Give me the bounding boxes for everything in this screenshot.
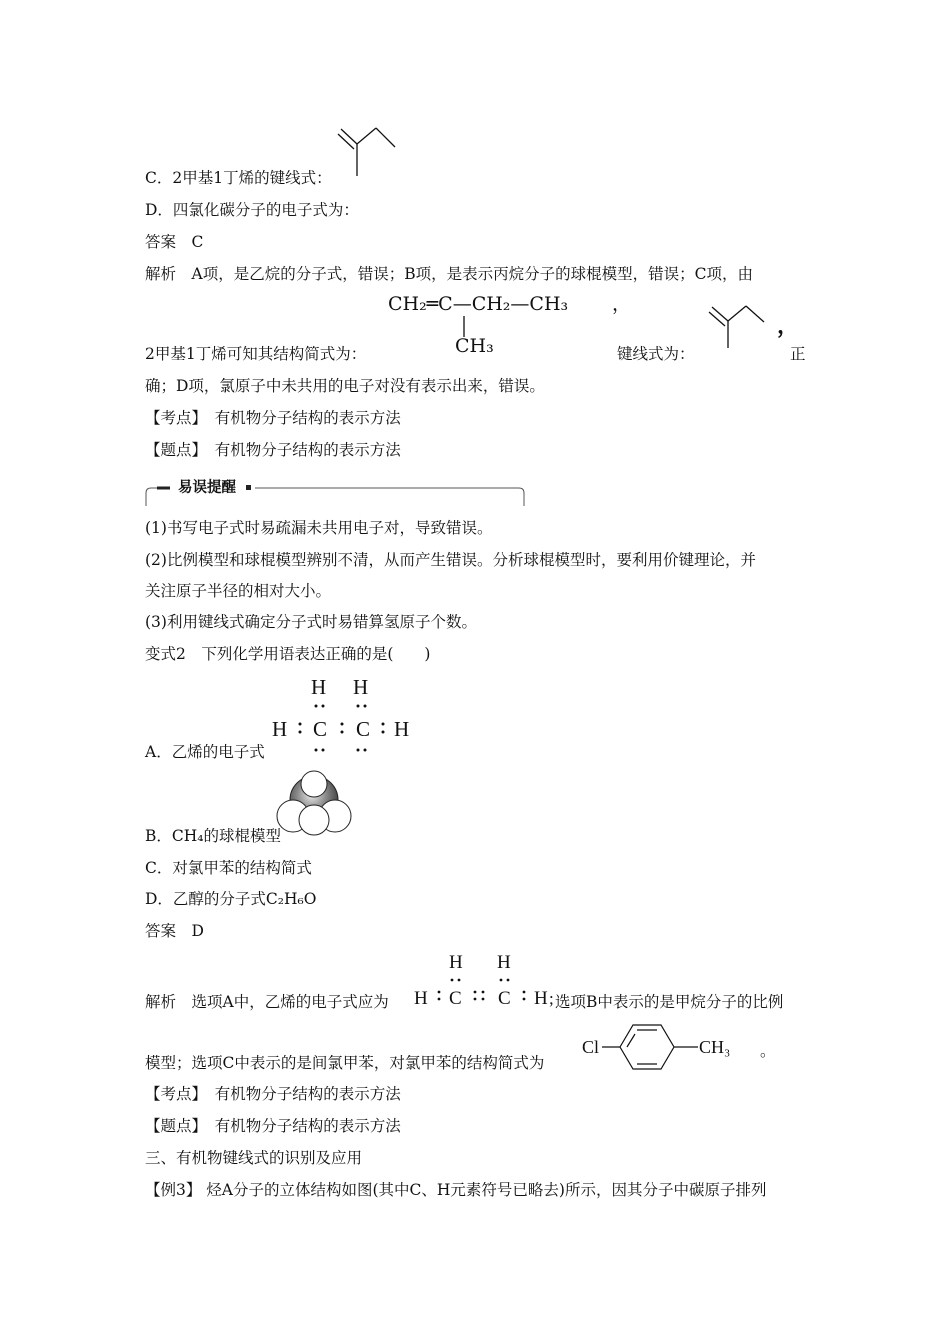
section-3-heading: 三、有机物键线式的识别及应用	[145, 1149, 363, 1167]
variant-2-question: 变式2 下列化学用语表达正确的是( )	[145, 645, 431, 663]
tip-title: 易误提醒	[178, 480, 236, 496]
option-b-line: B．CH₄的球棍模型	[145, 827, 281, 845]
structural-formula-branch: CH₃	[455, 335, 494, 357]
option-c-line: C．2甲基1丁烯的键线式：	[145, 169, 332, 187]
analysis-1-line-2-end: 正	[790, 345, 806, 363]
methyl-label: CH₃	[699, 1037, 731, 1057]
answer-2: 答案 D	[145, 922, 204, 940]
analysis-1-line-2-mid: 键线式为：	[617, 345, 695, 363]
svg-text:H: H	[534, 988, 548, 1009]
p-chlorotoluene-structure	[580, 1022, 740, 1070]
electron-formula-semicolon: ;	[549, 989, 554, 1008]
tidian-1: 【题点】 有机物分子结构的表示方法	[145, 441, 401, 459]
structural-formula-comma: ，	[612, 293, 632, 315]
ethylene-h-top-2: H	[353, 675, 369, 699]
tip-3: (3)利用键线式确定分子式时易错算氢原子个数。	[145, 613, 477, 631]
ethylene-electron-formula-a	[270, 672, 420, 758]
answer-1: 答案 C	[145, 233, 204, 251]
analysis-2-line-2: 模型；选项C中表示的是间氯甲苯，对氯甲苯的结构简式为	[145, 1054, 545, 1072]
analysis-2-line-1-end: 选项B中表示的是甲烷分子的比例	[555, 993, 784, 1011]
analysis-2-line-1: 解析 选项A中，乙烯的电子式应为	[145, 993, 389, 1011]
svg-text:H: H	[414, 988, 428, 1009]
skeletal-formula-2-methyl-1-butene	[338, 126, 400, 180]
structural-formula-main: CH₂═C—CH₂—CH₃	[388, 293, 569, 315]
svg-text:C: C	[449, 988, 462, 1009]
skeletal-comma: ，	[777, 313, 800, 339]
option-a-line: A．乙烯的电子式	[145, 743, 265, 761]
analysis-1-line-1: 解析 A项，是乙烷的分子式，错误；B项，是表示丙烷分子的球棍模型，错误；C项，由	[145, 265, 753, 283]
svg-text:C: C	[498, 988, 511, 1009]
ethylene-h-top-1: H	[311, 675, 327, 699]
ethylene-electron-formula-correct	[412, 950, 560, 1010]
svg-text:H: H	[449, 952, 463, 973]
svg-text:H: H	[394, 717, 410, 741]
tip-2-line-1: (2)比例模型和球棍模型辨别不清，从而产生错误。分析球棍模型时，要利用价键理论，并	[145, 551, 756, 569]
example-3: 【例3】 烃A分子的立体结构如图(其中C、H元素符号已略去)所示，因其分子中碳原子排列	[145, 1181, 767, 1199]
tip-1: (1)书写电子式时易疏漏未共用电子对，导致错误。	[145, 519, 493, 537]
analysis-1-line-2: 2甲基1丁烯可知其结构简式为：	[145, 345, 367, 363]
skeletal-formula-2-methyl-1-butene-small	[706, 304, 776, 350]
kaodian-1: 【考点】 有机物分子结构的表示方法	[145, 409, 401, 427]
svg-text:C: C	[356, 717, 371, 741]
svg-text:H: H	[272, 717, 288, 741]
option-d2-line: D．乙醇的分子式C₂H₆O	[145, 890, 317, 908]
methane-space-filling-model	[276, 770, 354, 836]
tip-2-line-2: 关注原子半径的相对大小。	[145, 582, 332, 600]
chlorine-label: Cl	[582, 1037, 600, 1057]
analysis-1-line-3: 确；D项，氯原子中未共用的电子对没有表示出来，错误。	[145, 377, 545, 395]
analysis-2-line-2-end: 。	[760, 1042, 776, 1060]
tidian-2: 【题点】 有机物分子结构的表示方法	[145, 1117, 401, 1135]
svg-text:C: C	[313, 717, 328, 741]
kaodian-2: 【考点】 有机物分子结构的表示方法	[145, 1085, 401, 1103]
option-d-line: D．四氯化碳分子的电子式为：	[145, 201, 359, 219]
option-c2-line: C．对氯甲苯的结构简式	[145, 859, 312, 877]
svg-text:H: H	[497, 952, 511, 973]
